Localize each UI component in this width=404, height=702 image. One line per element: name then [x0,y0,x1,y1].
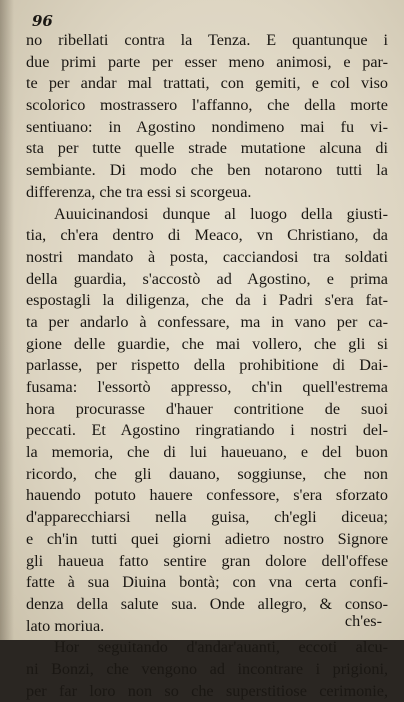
text-line: hora procurasse d'hauer contritione de suoi [26,399,388,418]
text-line: d'apparecchiarsi nella guisa, ch'egli diceua; [26,508,388,527]
text-line: e ch'in tutti quei giorni adietro nostro Signore [26,529,388,548]
text-line: scolorico mostrassero l'affanno, che della morte [26,96,388,115]
text-line: ricordo, che gli dauano, soggiunse, che non [26,464,388,483]
catchword: ch'es- [344,612,382,630]
text-line: sta per tutte quelle strade mutatione alcuna di [26,139,388,158]
text-line: due primi parte per esser meno animosi, e par- [26,52,388,71]
text-line: espostagli la diligenza, che da i Padri s'era fat- [26,291,388,310]
text-line: tia, ch'era dentro di Meaco, vn Christiano, da [26,226,388,245]
text-line: ni Bonzi, che vengono ad incontrare i prigioni, [26,659,388,678]
text-line: per far loro non so che superstitiose cerimonie, [26,681,388,700]
text-line: Auuicinandosi dunque al luogo della giusti- [54,204,388,223]
page-number: 96 [32,12,53,30]
text-line: della guardia, s'accostò ad Agostino, e prima [26,269,388,288]
text-line: differenza, che tra essi si scorgeua. [26,182,252,201]
text-line: lato moriua. [26,616,105,635]
text-line: Hor seguitando d'andar'auanti, eccoti alcu- [54,638,388,657]
body-text [26,30,388,702]
text-line: la memoria, che di lui haueuano, e del buon [26,443,388,462]
text-line: gione delle guardie, che mai vollero, che gli si [26,334,388,353]
text-line: nostri mandato à posta, cacciandosi tra soldati [26,247,388,266]
text-line: no ribellati contra la Tenza. E quantunque i [26,31,388,49]
text-line: denza della salute sua. Onde allegro, & conso- [26,594,388,613]
text-line: fatte à sua Diuina bontà; con vna certa confi- [26,573,388,592]
binding-shadow [0,0,14,640]
text-line: peccati. Et Agostino ringratiando i nostri del- [26,421,388,440]
text-line: sentiuano: in Agostino nondimeno mai fu vi- [26,117,388,136]
text-line: hauendo potuto hauere confessore, s'era sforzato [26,486,388,505]
text-line: fusama: l'essortò appresso, ch'in quell'estrema [26,378,388,396]
text-line: te per andar mal trattati, con gemiti, e col viso [26,74,388,93]
text-line: sembiante. Di modo che ben notarono tutti la [26,161,388,180]
text-line: ta per andarlo à confessare, ma in vano per ca- [26,312,388,331]
text-line: gli haueua fatto sentire gran dolore dell'offese [26,551,388,570]
text-line: parlasse, per rispetto della prohibitione di Dai- [26,356,388,375]
